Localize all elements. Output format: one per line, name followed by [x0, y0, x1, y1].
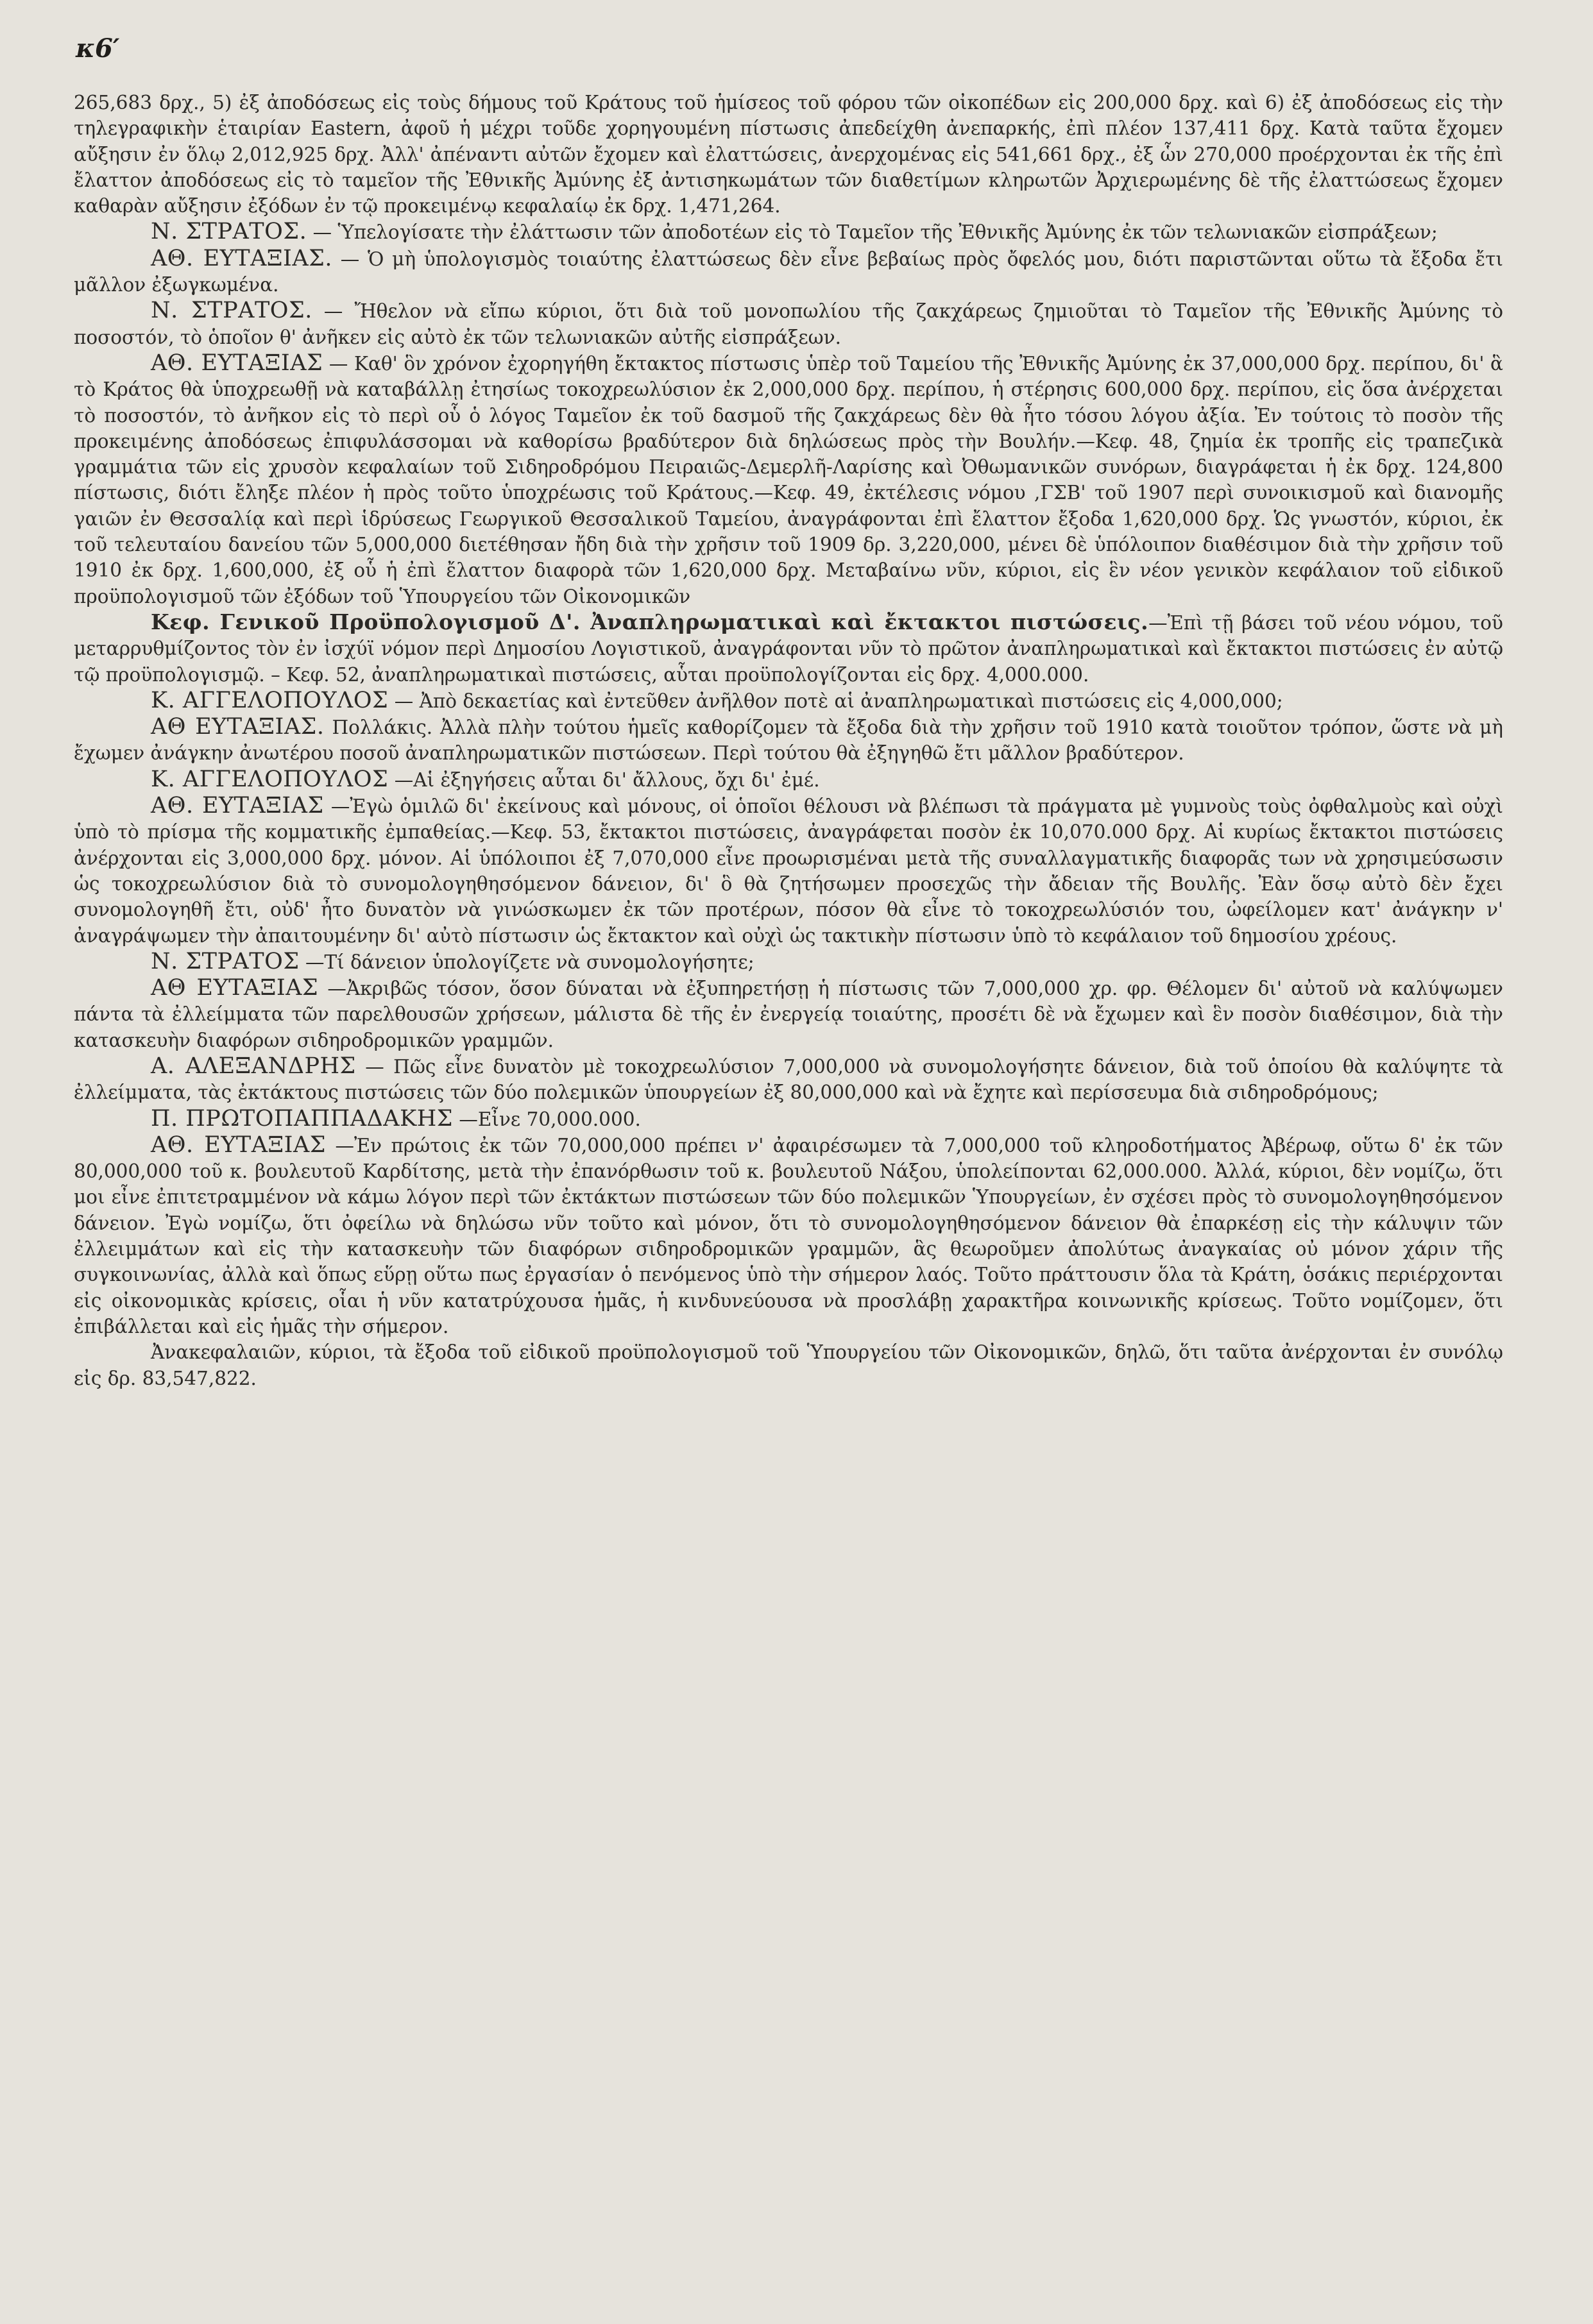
paragraph — [74, 793, 1503, 949]
paragraph — [74, 714, 1503, 767]
paragraph-text: — Ὁ μὴ ὑπολογισμὸς τοιαύτης ἐλαττώσεως δὲν εἶνε βεβαίως πρὸς ὄφελός μου, διότι παριστῶνται οὕτω τὰ ἔξοδα ἔτι μᾶλλον ἐξωγκωμένα. — [74, 248, 1503, 296]
paragraph — [74, 609, 1503, 688]
paragraph-text: Πολλάκις. Ἀλλὰ πλὴν τούτου ἡμεῖς καθορίζομεν τὰ ἔξοδα διὰ τὴν χρῆσιν τοῦ 1910 κατὰ τοιοῦτον τρόπον, ὥστε νὰ μὴ ἔχωμεν ἀνάγκην ἀνωτέρου ποσοῦ ἀναπληρωματικῶν πιστώσεων. Περὶ τούτου θὰ ἐξηγηθῶ ἔτι μᾶλλον βραδύτερον. — [74, 717, 1503, 765]
speaker-name: ΑΘ. ΕΥΤΑΞΙΑΣ. — [151, 245, 332, 271]
paragraph-text: —Ἐγὼ ὁμιλῶ δι' ἐκείνους καὶ μόνους, οἱ ὁποῖοι θέλουσι νὰ βλέπωσι τὰ πράγματα μὲ γυμνοὺς τοὺς ὀφθαλμοὺς καὶ οὐχὶ ὑπὸ τὸ πρίσμα τῆς κομματικῆς ἐμπαθείας.—Κεφ. 53, ἔκτακτοι πιστώσεις, ἀναγράφεται ποσὸν ἐκ 10,070.000 δρχ. Αἱ κυρίως ἔκτακτοι πιστώσεις ἀνέρχονται εἰς 3,000,000 δρχ. μόνον. Αἱ ὑπόλοιποι ἐξ 7,070,000 εἶνε προωρισμέναι μετὰ τῆς συναλλαγματικῆς διαφορᾶς των νὰ χρησιμεύσωσιν ὡς τοκοχρεωλύσιον διὰ τὸ συνομολογηθησόμενον δάνειον, δι' ὃ θὰ ζητήσωμεν προσεχῶς τὴν ἄδειαν τῆς Βουλῆς. Ἐὰν ὅσῳ αὐτὸ δὲν ἔχει συνομολογηθῆ ἔτι, οὐδ' ἦτο δυνατὸν νὰ γινώσκωμεν ἐκ τῶν προτέρων, πόσον θὰ εἶνε τὸ τοκοχρεωλύσιόν του, ὠφείλομεν κατ' ἀνάγκην ν' ἀναγράψωμεν τὴν ἀπαιτουμένην δι' αὐτὸ πίστωσιν ὡς ἔκτακτον καὶ οὐχὶ ὡς τακτικὴν πίστωσιν ὑπὸ τὸ κεφάλαιον τοῦ δημοσίου χρέους. — [74, 795, 1503, 947]
paragraph-text: —Ἐπὶ τῇ βάσει τοῦ νέου νόμου, τοῦ μεταρρυθμίζοντος τὸν ἐν ἰσχύϊ νόμον περὶ Δημοσίου Λογιστικοῦ, ἀναγράφονται νῦν τὸ πρῶτον ἀναπληρωματικαὶ καὶ ἔκτακτοι πιστώσεις ἐν αὐτῷ τῷ προϋπολογισμῷ. – Κεφ. 52, ἀναπληρωματικαὶ πιστώσεις, αὗται προϋπολογίζονται εἰς δρχ. 4,000.000. — [74, 611, 1503, 686]
document-body — [74, 90, 1503, 1391]
speaker-name: ΑΘ ΕΥΤΑΞΙΑΣ — [151, 975, 319, 1001]
paragraph-text: — Καθ' ὃν χρόνον ἐχορηγήθη ἔκτακτος πίστωσις ὑπὲρ τοῦ Ταμείου τῆς Ἐθνικῆς Ἀμύνης ἐκ 37,000,000 δρχ. περίπου, δι' ἃ τὸ Κράτος θὰ ὑποχρεωθῇ νὰ καταβάλλῃ ἐτησίως τοκοχρεωλύσιον ἐκ 2,000,000 δρχ. περίπου, ἡ στέρησις 600,000 δρχ. περίπου, εἰς ὅσα ἀνέρχεται τὸ ποσοστόν, τὸ ἀνῆκον εἰς τὸ περὶ οὗ ὁ λόγος Ταμεῖον ἐκ τοῦ δασμοῦ τῆς ζακχάρεως δὲν θὰ ἦτο τόσου λόγου ἀξία. Ἐν τούτοις τὸ ποσὸν τῆς προκειμένης ἀποδόσεως ἐπιφυλάσσομαι νὰ καθορίσω βραδύτερον διὰ δηλώσεως πρὸς τὴν Βουλήν.—Κεφ. 48, ζημία ἐκ τροπῆς εἰς τραπεζικὰ γραμμάτια τῶν εἰς χρυσὸν κεφαλαίων τοῦ Σιδηροδρόμου Πειραιῶς-Δεμερλῆ-Λαρίσης καὶ Ὀθωμανικῶν συνόρων, διαγράφεται ἡ ἐκ δρχ. 124,800 πίστωσις, διότι ἔληξε πλέον ἡ πρὸς τοῦτο ὑποχρέωσις τοῦ Κράτους.—Κεφ. 49, ἐκτέλεσις νόμου ,ΓΣΒ' τοῦ 1907 περὶ συνοικισμοῦ καὶ διανομῆς γαιῶν ἐν Θεσσαλίᾳ καὶ περὶ ἱδρύσεως Γεωργικοῦ Θεσσαλικοῦ Ταμείου, ἀναγράφονται ἐπὶ ἔλαττον ἔξοδα 1,620,000 δρχ. Ὡς γνωστόν, κύριοι, ἐκ τοῦ τελευταίου δανείου τῶν 5,000,000 διετέθησαν ἤδη διὰ τὴν χρῆσιν τοῦ 1909 δρ. 3,220,000, μένει δὲ ὑπόλοιπον διαθέσιμον διὰ τὴν χρῆσιν τοῦ 1910 ἐκ δρχ. 1,600,000, ἐξ οὗ ἡ ἐπὶ ἔλαττον διαφορὰ τῶν 1,620,000 δρχ. Μεταβαίνω νῦν, κύριοι, εἰς ἓν νέον γενικὸν κεφάλαιον τοῦ εἰδικοῦ προϋπολογισμοῦ τῶν ἐξόδων τοῦ Ὑπουργείου τῶν Οἰκονομικῶν — [74, 352, 1503, 607]
speaker-name: Κ. ΑΓΓΕΛΟΠΟΥΛΟΣ — [151, 687, 389, 713]
paragraph-text: — Ἤθελον νὰ εἴπω κύριοι, ὅτι διὰ τοῦ μονοπωλίου τῆς ζακχάρεως ζημιοῦται τὸ Ταμεῖον τῆς Ἐθνικῆς Ἀμύνης τὸ ποσοστόν, τὸ ὁποῖον θ' ἀνῆκεν εἰς αὐτὸ ἐκ τῶν τελωνιακῶν αὐτῆς εἰσπράξεων. — [74, 300, 1503, 348]
speaker-name: Ν. ΣΤΡΑΤΟΣ. — [151, 219, 307, 245]
section-heading: Κεφ. Γενικοῦ Προϋπολογισμοῦ Δ'. Ἀναπληρωματικαὶ καὶ ἔκτακτοι πιστώσεις. — [151, 609, 1149, 634]
speaker-name: ΑΘ. ΕΥΤΑΞΙΑΣ — [151, 1132, 327, 1158]
speaker-name: ΑΘ ΕΥΤΑΞΙΑΣ. — [151, 714, 325, 740]
speaker-name: ΑΘ. ΕΥΤΑΞΙΑΣ — [151, 793, 324, 819]
speaker-name: Α. ΑΛΕΞΑΝΔΡΗΣ — [151, 1053, 356, 1079]
paragraph-text: —Ἀκριβῶς τόσον, ὅσον δύναται νὰ ἐξυπηρετήσῃ ἡ πίστωσις τῶν 7,000,000 χρ. φρ. Θέλομεν δι' αὐτοῦ νὰ καλύψωμεν πάντα τὰ ἐλλείμματα τῶν παρελθουσῶν χρήσεων, μάλιστα δὲ τῆς ἐν ἐνεργείᾳ τοιαύτης, προσέτι δὲ νὰ ἔχωμεν καὶ ἓν ποσὸν διαθέσιμον, διὰ τὴν κατασκευὴν διαφόρων σιδηροδρομικῶν γραμμῶν. — [74, 978, 1503, 1051]
paragraph-text: —Ἐν πρώτοις ἐκ τῶν 70,000,000 πρέπει ν' ἀφαιρέσωμεν τὰ 7,000,000 τοῦ κληροδοτήματος Ἀβέρωφ, οὕτω δ' ἐκ τῶν 80,000,000 τοῦ κ. βουλευτοῦ Καρδίτσης, μετὰ τὴν ἐπανόρθωσιν τοῦ κ. βουλευτοῦ Νάξου, ὑπολείπονται 62,000.000. Ἀλλά, κύριοι, δὲν νομίζω, ὅτι μοι εἶνε ἐπιτετραμμένον νὰ κάμω λόγον περὶ τῶν ἐκτάκτων πιστώσεων τῶν δύο πολεμικῶν Ὑπουργείων, ἐν σχέσει πρὸς τὸ συνομολογηθησόμενον δάνειον. Ἐγὼ νομίζω, ὅτι ὀφείλω νὰ δηλώσω νῦν τοῦτο καὶ μόνον, ὅτι τὸ συνομολογηθησόμενον δάνειον θὰ ἐπαρκέσῃ εἰς τὴν κάλυψιν τῶν ἐλλειμμάτων καὶ εἰς τὴν κατασκευὴν τῶν διαφόρων σιδηροδρομικῶν γραμμῶν, ἃς θεωροῦμεν ἀπολύτως ἀναγκαίας οὐ μόνον χάριν τῆς συγκοινωνίας, ἀλλὰ καὶ ὅπως εὕρῃ οὕτω πως ἐργασίαν ὁ πενόμενος ὑπὸ τὴν σήμερον λαός. Τοῦτο πράττουσιν ὅλα τὰ Κράτη, ὁσάκις περιέρχονται εἰς οἰκονομικὰς κρίσεις, οἷαι ἡ νῦν κατατρύχουσα ἡμᾶς, ἡ κινδυνεύουσα νὰ προσλάβῃ χαρακτῆρα κοινωνικῆς κρίσεως. Τοῦτο νομίζομεν, ὅτι ἐπιβάλλεται καὶ εἰς ἡμᾶς τὴν σήμερον. — [74, 1134, 1503, 1337]
paragraph — [74, 350, 1503, 609]
paragraph — [74, 90, 1503, 219]
paragraph-text: —Αἱ ἐξηγήσεις αὗται δι' ἄλλους, ὄχι δι' ἐμέ. — [394, 768, 820, 791]
paragraph — [74, 1106, 1503, 1132]
page-number: κ6′ — [76, 33, 120, 64]
paragraph — [74, 767, 1503, 793]
speaker-name: ΑΘ. ΕΥΤΑΞΙΑΣ — [151, 350, 323, 376]
paragraph — [74, 1339, 1503, 1391]
paragraph — [74, 1053, 1503, 1106]
paragraph-text: — Ἀπὸ δεκαετίας καὶ ἐντεῦθεν ἀνῆλθον ποτὲ αἱ ἀναπληρωματικαὶ πιστώσεις εἰς 4,000,000; — [394, 690, 1283, 712]
paragraph-text: Ἀνακεφαλαιῶν, κύριοι, τὰ ἔξοδα τοῦ εἰδικοῦ προϋπολογισμοῦ τοῦ Ὑπουργείου τῶν Οἰκονομικῶν, δηλῶ, ὅτι ταῦτα ἀνέρχονται ἐν συνόλῳ εἰς δρ. 83,547,822. — [74, 1341, 1503, 1389]
paragraph-text: — Ὑπελογίσατε τὴν ἐλάττωσιν τῶν ἀποδοτέων εἰς τὸ Ταμεῖον τῆς Ἐθνικῆς Ἀμύνης ἐκ τῶν τελωνιακῶν εἰσπράξεων; — [312, 221, 1438, 244]
paragraph — [74, 246, 1503, 298]
paragraph — [74, 1132, 1503, 1339]
paragraph-text: —Τί δάνειον ὑπολογίζετε νὰ συνομολογήσητε; — [305, 951, 754, 973]
paragraph — [74, 688, 1503, 714]
paragraph — [74, 949, 1503, 975]
speaker-name: Ν. ΣΤΡΑΤΟΣ — [151, 948, 300, 974]
paragraph-text: 265,683 δρχ., 5) ἐξ ἀποδόσεως εἰς τοὺς δήμους τοῦ Κράτους τοῦ ἡμίσεος τοῦ φόρου τῶν οἰκοπέδων εἰς 200,000 δρχ. καὶ 6) ἐξ ἀποδόσεως εἰς τὴν τηλεγραφικὴν ἑταιρίαν Eastern, ἀφοῦ ἡ μέχρι τοῦδε χορηγουμένη πίστωσις ἀπεδείχθη ἀνεπαρκής, ἐπὶ πλέον 137,411 δρχ. Κατὰ ταῦτα ἔχομεν αὔξησιν ἐν ὅλῳ 2,012,925 δρχ. Ἀλλ' ἀπέναντι αὐτῶν ἔχομεν καὶ ἐλαττώσεις, ἀνερχομένας εἰς 541,661 δρχ., ἐξ ὧν 270,000 προέρχονται ἐκ τῆς ἐπὶ ἔλαττον ἀποδόσεως εἰς τὸ ταμεῖον τῆς Ἐθνικῆς Ἀμύνης ἐξ ἀντισηκωμάτων τῶν διαθετίμων κληρωτῶν Ἀρχιερωμένης δὲ τῆς ἐλαττώσεως ἔχομεν καθαρὰν αὔξησιν ἐξόδων ἐν τῷ προκειμένῳ κεφαλαίῳ ἐκ δρχ. 1,471,264. — [74, 92, 1503, 217]
paragraph — [74, 975, 1503, 1053]
paragraph — [74, 298, 1503, 350]
speaker-name: Ν. ΣΤΡΑΤΟΣ. — [151, 298, 312, 324]
speaker-name: Π. ΠΡΩΤΟΠΑΠΠΑΔΑΚΗΣ — [151, 1105, 453, 1132]
paragraph — [74, 219, 1503, 245]
paragraph-text: —Εἶνε 70,000.000. — [459, 1108, 641, 1130]
speaker-name: Κ. ΑΓΓΕΛΟΠΟΥΛΟΣ — [151, 766, 389, 792]
paragraph-text: — Πῶς εἶνε δυνατὸν μὲ τοκοχρεωλύσιον 7,000,000 νὰ συνομολογήσητε δάνειον, διὰ τοῦ ὁποίου θὰ καλύψητε τὰ ἐλλείμματα, τὰς ἐκτάκτους πιστώσεις τῶν δύο πολεμικῶν ὑπουργείων ἐξ 80,000,000 καὶ νὰ ἔχητε καὶ περίσσευμα διὰ σιδηροδρόμους; — [74, 1055, 1503, 1104]
